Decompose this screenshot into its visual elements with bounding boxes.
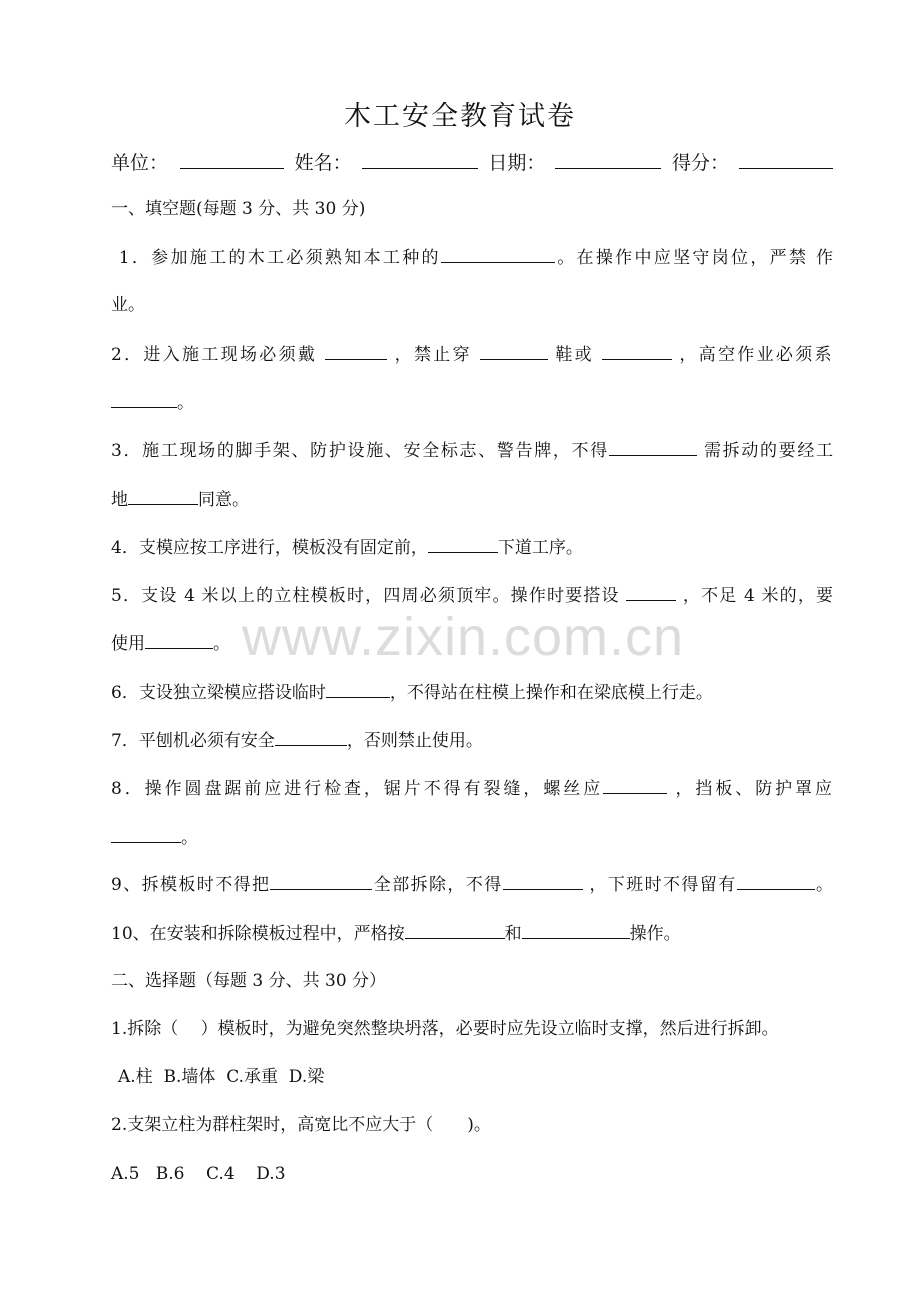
q1-line2: 业。 — [111, 295, 145, 315]
q9-blank-2[interactable] — [503, 873, 583, 890]
date-field[interactable] — [488, 148, 661, 175]
c1-options: A.柱 B.墙体 C.承重 D.梁 — [118, 1067, 325, 1087]
q3-text-c: 地 — [111, 490, 128, 510]
q2-text-d: ，高空作业必须系 — [679, 345, 834, 365]
q3-text-b: 需拆动的要经工 — [703, 441, 834, 461]
section1-title: 一、填空题(每题 3 分、共 30 分) — [111, 199, 366, 219]
q9-blank-3[interactable] — [737, 873, 815, 890]
q6-blank[interactable] — [326, 681, 390, 698]
q2-blank-4[interactable] — [111, 391, 177, 408]
c2-question: 2.支架立柱为群柱架时，高宽比不应大于（ )。 — [111, 1115, 491, 1135]
header-info-row — [111, 148, 833, 175]
q1-text-b: 。在操作中应坚守岗位，严禁 — [554, 248, 809, 268]
q9-line — [111, 873, 833, 896]
q9-text-a: 9、拆模板时不得把 — [111, 875, 271, 895]
q6-text-a: 6．支设独立梁模应搭设临时 — [111, 683, 326, 703]
q5-text-c: 使用 — [111, 634, 145, 654]
unit-blank[interactable] — [180, 150, 284, 169]
q8-blank-2[interactable] — [111, 826, 181, 843]
q2-blank-2[interactable] — [480, 343, 548, 360]
q1-text-c: 作 — [816, 248, 833, 268]
q2-blank-1[interactable] — [325, 343, 387, 360]
unit-label: 单位： — [111, 152, 169, 174]
q8-line1 — [111, 777, 833, 800]
q3-line2 — [111, 488, 833, 511]
q2-line1 — [111, 343, 833, 366]
q2-text-b: ，禁止穿 — [394, 345, 472, 365]
watermark: www.zixin.com.cn — [241, 607, 685, 667]
q1-line1 — [111, 246, 833, 269]
c1-question: 1.拆除（ ）模板时，为避免突然整块坍落，必要时应先设立临时支撑，然后进行拆卸。 — [111, 1019, 779, 1039]
q7-blank[interactable] — [275, 729, 347, 746]
q1-text-a: 1．参加施工的木工必须熟知本工种的 — [118, 248, 441, 268]
q5-blank-2[interactable] — [145, 632, 213, 649]
q3-line1 — [111, 439, 833, 462]
q10-text-c: 操作。 — [629, 924, 681, 944]
q9-text-c: ，下班时不得留有 — [589, 875, 737, 895]
q8-text-a: 8．操作圆盘踞前应进行检查，锯片不得有裂缝，螺丝应 — [111, 779, 604, 799]
q4-text-b: 下道工序。 — [497, 538, 583, 558]
section2-title: 二、选择题（每题 3 分、共 30 分） — [111, 971, 387, 991]
q5-text-a: 5．支设 4 米以上的立柱模板时，四周必须顶牢。操作时要搭设 — [111, 586, 620, 606]
q9-text-d: 。 — [814, 875, 834, 895]
q1-blank[interactable] — [441, 246, 555, 263]
q7-line — [111, 729, 833, 752]
q2-line2 — [111, 391, 833, 414]
score-blank[interactable] — [739, 150, 833, 169]
c2-options: A.5 B.6 C.4 D.3 — [111, 1164, 286, 1184]
q5-text-b: ，不足 4 米的，要 — [682, 586, 834, 606]
q2-blank-3[interactable] — [602, 343, 672, 360]
q2-text-c: 鞋或 — [555, 345, 594, 365]
q2-text-a: 2．进入施工现场必须戴 — [111, 345, 318, 365]
name-blank[interactable] — [362, 150, 478, 169]
exam-title: 木工安全教育试卷 — [344, 101, 576, 132]
q7-text-b: ，否则禁止使用。 — [346, 731, 483, 751]
q8-text-b: ，挡板、防护罩应 — [675, 779, 833, 799]
q10-text-b: 和 — [504, 924, 522, 944]
q10-text-a: 10、在安装和拆除模板过程中，严格按 — [111, 924, 405, 944]
q6-line — [111, 681, 833, 704]
q8-line2 — [111, 826, 833, 849]
q4-blank[interactable] — [428, 536, 498, 553]
q10-blank-1[interactable] — [405, 922, 505, 939]
q7-text-a: 7．平刨机必须有安全 — [111, 731, 275, 751]
q8-text-c: 。 — [181, 828, 198, 848]
score-label: 得分： — [671, 152, 729, 174]
date-blank[interactable] — [555, 150, 661, 169]
unit-field[interactable] — [111, 148, 284, 175]
q9-text-b: 全部拆除，不得 — [372, 875, 503, 895]
q3-blank-1[interactable] — [609, 439, 697, 456]
q5-line1 — [111, 584, 833, 607]
q5-blank-1[interactable] — [626, 584, 676, 601]
q10-line — [111, 922, 833, 945]
q10-blank-2[interactable] — [522, 922, 630, 939]
name-field[interactable] — [295, 148, 478, 175]
q9-blank-1[interactable] — [270, 873, 372, 890]
q5-text-d: 。 — [213, 634, 230, 654]
q6-text-b: ，不得站在柱模上操作和在梁底模上行走。 — [389, 683, 713, 703]
date-label: 日期： — [488, 152, 546, 174]
q8-blank-1[interactable] — [603, 777, 667, 794]
score-field[interactable] — [672, 148, 833, 175]
q4-text-a: 4．支模应按工序进行，模板没有固定前， — [111, 538, 428, 558]
q2-text-e: 。 — [177, 393, 194, 413]
q3-text-d: 同意。 — [198, 490, 249, 510]
q4-line — [111, 536, 833, 559]
q3-blank-2[interactable] — [128, 488, 198, 505]
name-label: 姓名： — [294, 152, 352, 174]
q3-text-a: 3．施工现场的脚手架、防护设施、安全标志、警告牌，不得 — [111, 441, 609, 461]
